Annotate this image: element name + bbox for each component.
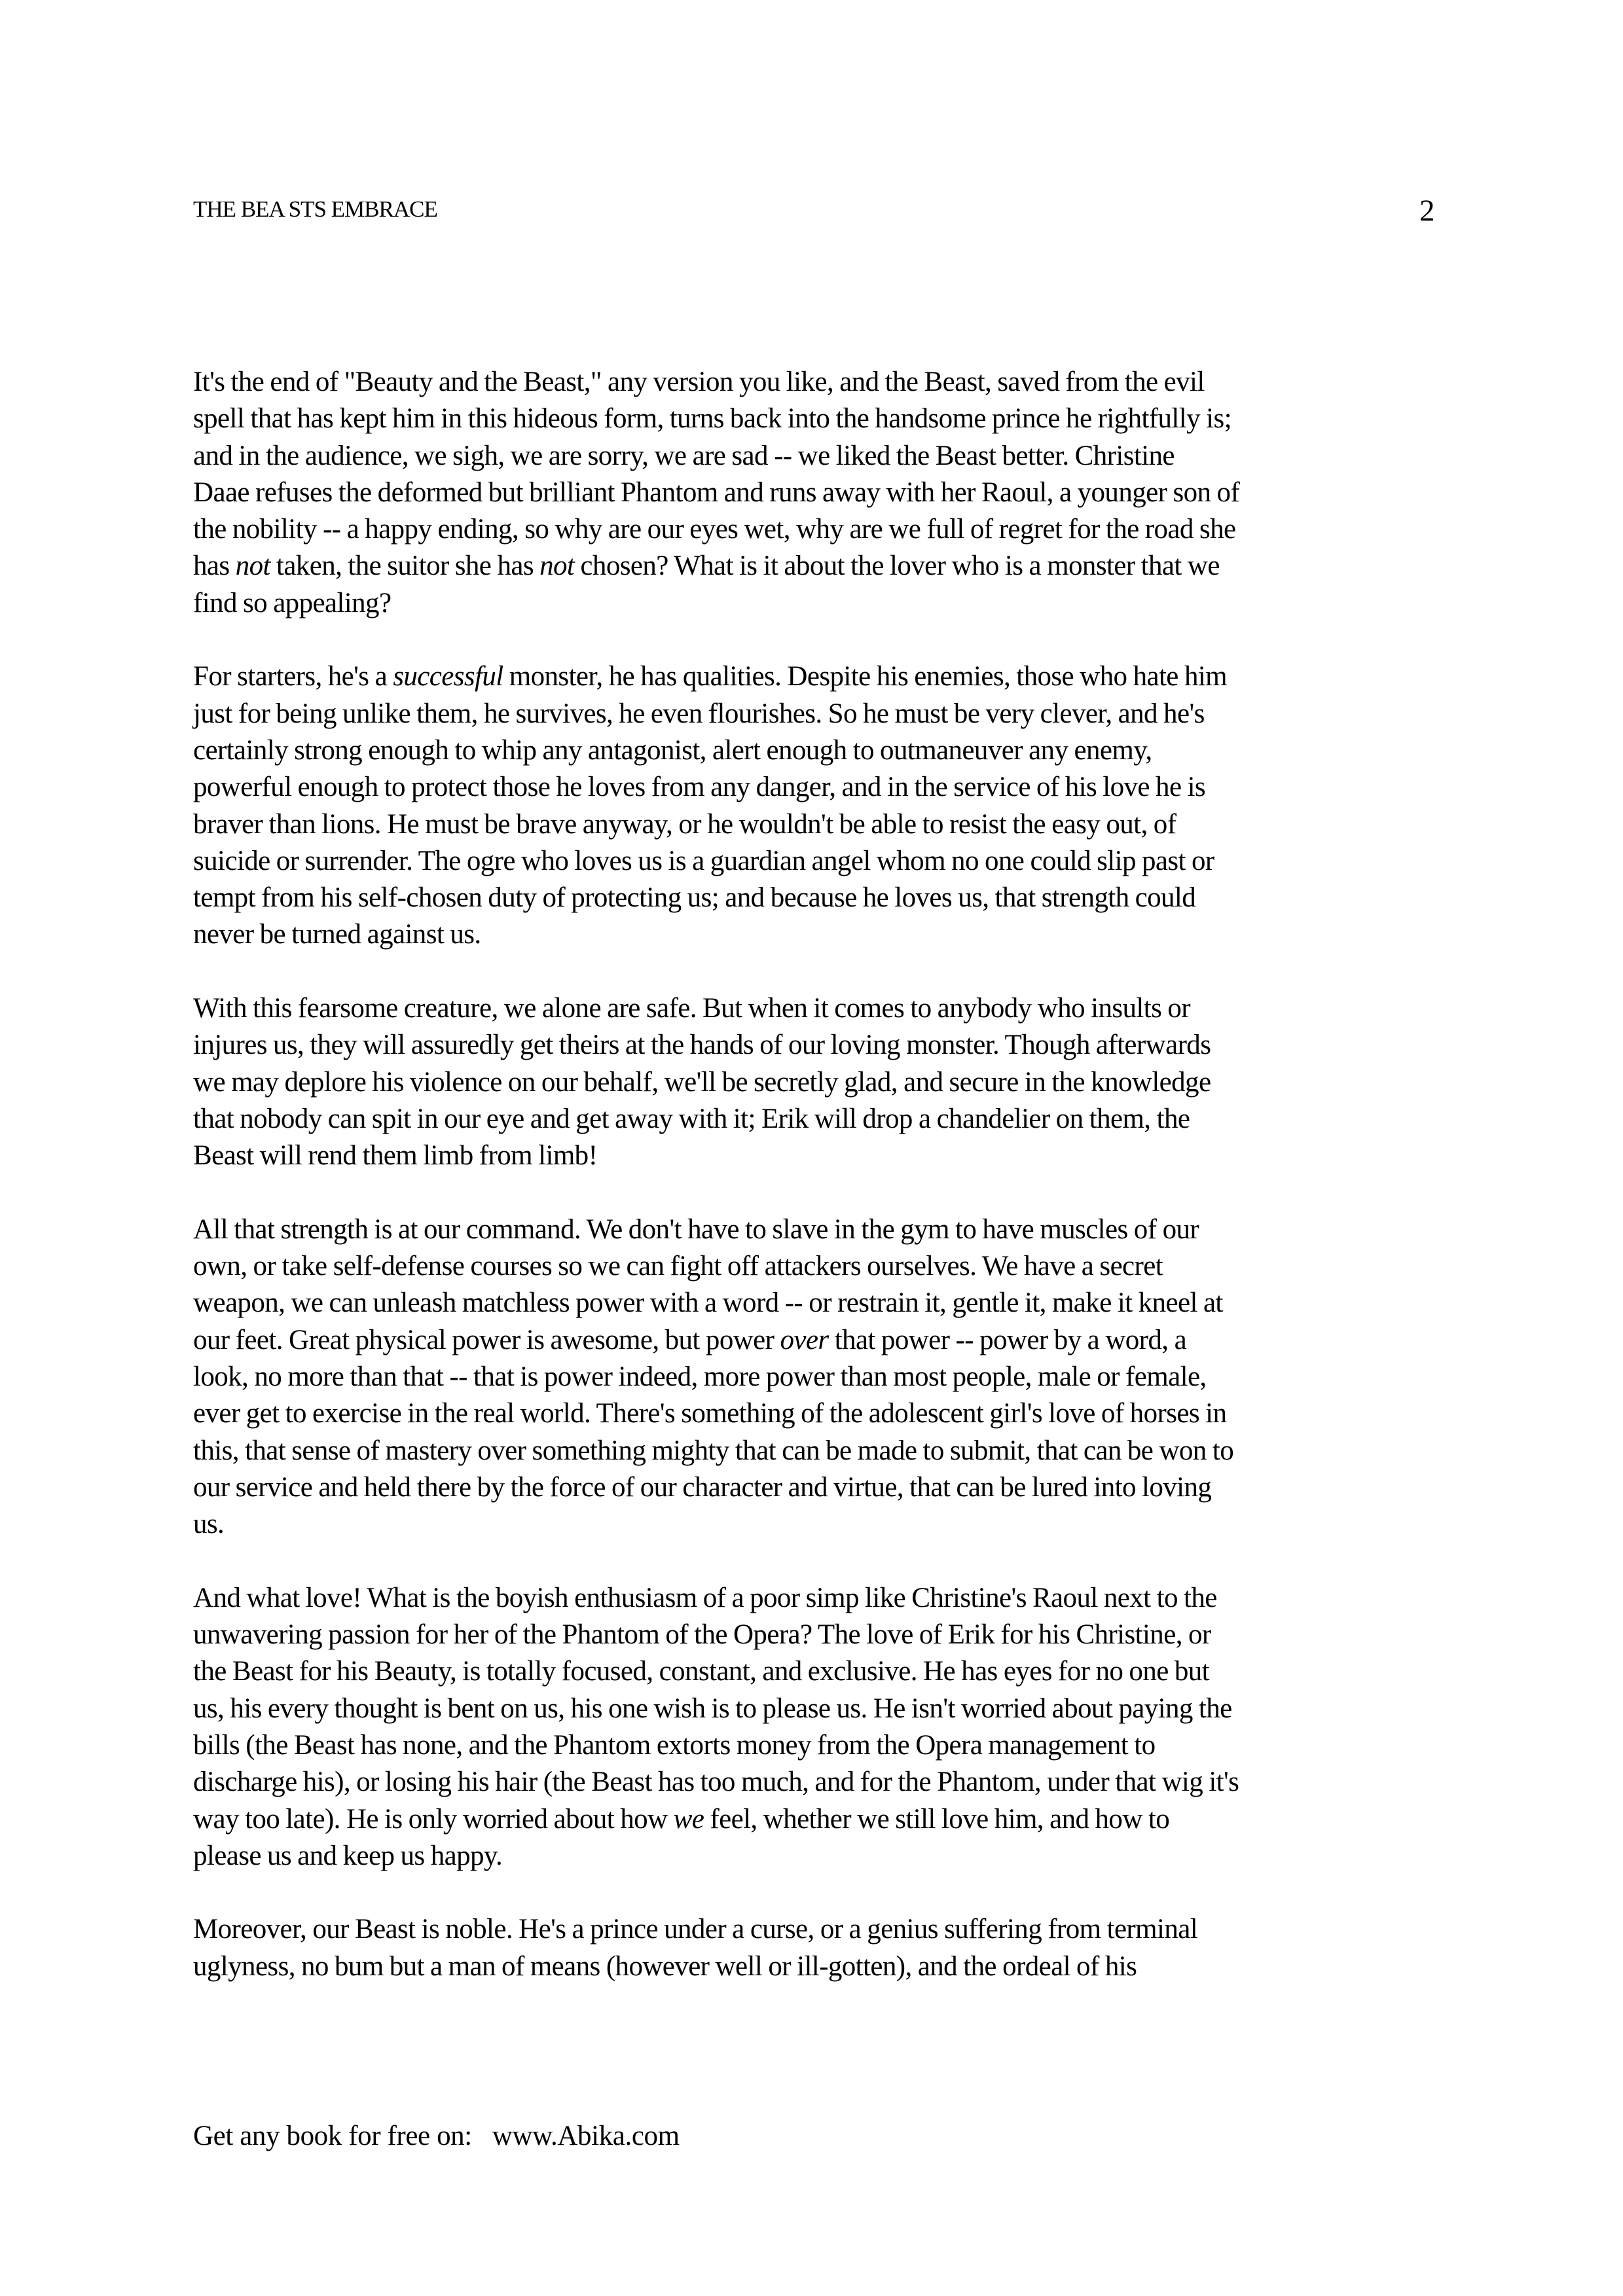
text-line — [193, 806, 1372, 843]
text-segment: never be turned against us. — [193, 919, 481, 950]
text-line — [193, 916, 1372, 953]
text-segment: has — [193, 550, 236, 582]
text-line — [193, 401, 1372, 437]
text-line — [193, 1101, 1372, 1138]
text-segment: our feet. Great physical power is awesome, but power — [193, 1324, 780, 1355]
text-segment: the Beast for his Beauty, is totally focused, constant, and exclusive. He has eyes for no one but — [193, 1656, 1210, 1687]
text-line — [193, 990, 1372, 1027]
text-segment: that power -- power by a word, a — [828, 1324, 1187, 1355]
text-line — [193, 696, 1372, 732]
running-header-title: THE BEA STS EMBRACE — [193, 196, 437, 222]
text-segment: suicide or surrender. The ogre who loves us is a guardian angel whom no one could slip past or — [193, 845, 1214, 876]
text-segment: find so appealing? — [193, 587, 392, 619]
text-line — [193, 1395, 1372, 1432]
text-segment: please us and keep us happy. — [193, 1840, 503, 1871]
text-segment: uglyness, no bum but a man of means (however well or ill-gotten), and the ordeal of his — [193, 1950, 1137, 1982]
text-line — [193, 1948, 1372, 1985]
text-segment: injures us, they will assuredly get theirs at the hands of our loving monster. Though afterwards — [193, 1030, 1211, 1061]
text-line — [193, 1359, 1372, 1395]
text-line — [193, 1285, 1372, 1321]
text-segment: our service and held there by the force of our character and virtue, that can be lured into loving — [193, 1471, 1212, 1503]
text-segment: Moreover, our Beast is noble. He's a prince under a curse, or a genius suffering from terminal — [193, 1914, 1198, 1945]
text-line — [193, 1653, 1372, 1690]
emphasized-text: successful — [393, 661, 503, 692]
text-line — [193, 1027, 1372, 1064]
text-segment: Daae refuses the deformed but brilliant Phantom and runs away with her Raoul, a younger son of — [193, 476, 1240, 508]
paragraph — [193, 364, 1372, 622]
text-segment: Beast will rend them limb from limb! — [193, 1140, 598, 1172]
text-segment: monster, he has qualities. Despite his enemies, those who hate him — [503, 661, 1228, 692]
text-line — [193, 658, 1372, 695]
text-segment: that nobody can spit in our eye and get away with it; Erik will drop a chandelier on them, the — [193, 1103, 1190, 1134]
text-segment: All that strength is at our command. We don't have to slave in the gym to have muscles of our — [193, 1213, 1199, 1245]
text-segment: chosen? What is it about the lover who is a monster that we — [574, 550, 1220, 582]
text-segment: ever get to exercise in the real world. There's something of the adolescent girl's love of horses in — [193, 1398, 1227, 1429]
text-segment: look, no more than that -- that is power indeed, more power than most people, male or female, — [193, 1361, 1207, 1393]
text-segment: taken, the suitor she has — [270, 550, 540, 582]
text-line — [193, 769, 1372, 806]
text-segment: For starters, he's a — [193, 661, 393, 692]
footer-text: Get any book for free on: www.Abika.com — [193, 2121, 680, 2151]
paragraph — [193, 1911, 1372, 1985]
text-segment: weapon, we can unleash matchless power with a word -- or restrain it, gentle it, make it kneel at — [193, 1287, 1223, 1319]
text-line — [193, 1506, 1372, 1543]
text-line — [193, 1064, 1372, 1101]
text-segment: powerful enough to protect those he loves from any danger, and in the service of his love he is — [193, 772, 1206, 803]
text-segment: unwavering passion for her of the Phantom of the Opera? The love of Erik for his Christine, or — [193, 1619, 1211, 1651]
text-line — [193, 585, 1372, 622]
text-segment: just for being unlike them, he survives, he even flourishes. So he must be very clever, and he's — [193, 698, 1205, 729]
text-segment: tempt from his self-chosen duty of protecting us; and because he loves us, that strength could — [193, 882, 1196, 914]
paragraph — [193, 1211, 1372, 1543]
text-line — [193, 1801, 1372, 1838]
text-line — [193, 1211, 1372, 1248]
text-line — [193, 1580, 1372, 1617]
text-segment: we may deplore his violence on our behalf, we'll be secretly glad, and secure in the knowledge — [193, 1066, 1211, 1098]
text-line — [193, 1433, 1372, 1469]
text-segment: With this fearsome creature, we alone are safe. But when it comes to anybody who insults or — [193, 993, 1190, 1024]
text-segment: It's the end of "Beauty and the Beast," any version you like, and the Beast, saved from the evil — [193, 367, 1205, 397]
text-segment: way too late). He is only worried about how — [193, 1803, 674, 1835]
emphasized-text: over — [780, 1324, 829, 1355]
text-line — [193, 1138, 1372, 1174]
paragraph — [193, 658, 1372, 953]
text-line — [193, 1838, 1372, 1874]
text-line — [193, 438, 1372, 475]
emphasized-text: not — [235, 550, 270, 582]
text-segment: bills (the Beast has none, and the Phantom extorts money from the Opera management to — [193, 1729, 1156, 1761]
text-line — [193, 511, 1372, 548]
paragraph — [193, 1580, 1372, 1874]
text-segment: feel, whether we still love him, and how to — [704, 1803, 1170, 1835]
text-line — [193, 1322, 1372, 1359]
text-segment: own, or take self-defense courses so we can fight off attackers ourselves. We have a secret — [193, 1251, 1163, 1282]
text-line — [193, 1764, 1372, 1801]
text-line — [193, 1911, 1372, 1948]
text-segment: this, that sense of mastery over something mighty that can be made to submit, that can be won to — [193, 1435, 1234, 1466]
emphasized-text: not — [539, 550, 575, 582]
text-segment: certainly strong enough to whip any antagonist, alert enough to outmaneuver any enemy, — [193, 734, 1152, 766]
text-segment: and in the audience, we sigh, we are sorry, we are sad -- we liked the Beast better. Christine — [193, 440, 1175, 471]
text-segment: the nobility -- a happy ending, so why are our eyes wet, why are we full of regret for the road she — [193, 514, 1236, 545]
text-line — [193, 364, 1372, 401]
emphasized-text: we — [673, 1803, 704, 1835]
text-segment: discharge his), or losing his hair (the Beast has too much, and for the Phantom, under that wig it's — [193, 1767, 1239, 1798]
text-line — [193, 880, 1372, 916]
text-line — [193, 1691, 1372, 1727]
text-segment: us, his every thought is bent on us, his one wish is to please us. He isn't worried about paying the — [193, 1693, 1232, 1724]
text-line — [193, 548, 1372, 584]
body-text — [193, 364, 1372, 2022]
text-segment: braver than lions. He must be brave anyway, or he wouldn't be able to resist the easy out, of — [193, 808, 1176, 840]
text-line — [193, 843, 1372, 880]
text-line — [193, 1469, 1372, 1506]
text-segment: us. — [193, 1509, 225, 1540]
text-line — [193, 1727, 1372, 1764]
text-line — [193, 732, 1372, 769]
text-segment: spell that has kept him in this hideous form, turns back into the handsome prince he rightfully is; — [193, 403, 1231, 435]
paragraph — [193, 990, 1372, 1174]
text-line — [193, 475, 1372, 511]
text-line — [193, 1248, 1372, 1285]
text-line — [193, 1617, 1372, 1653]
text-segment: And what love! What is the boyish enthusiasm of a poor simp like Christine's Raoul next to the — [193, 1582, 1217, 1613]
page-number: 2 — [1419, 194, 1435, 228]
